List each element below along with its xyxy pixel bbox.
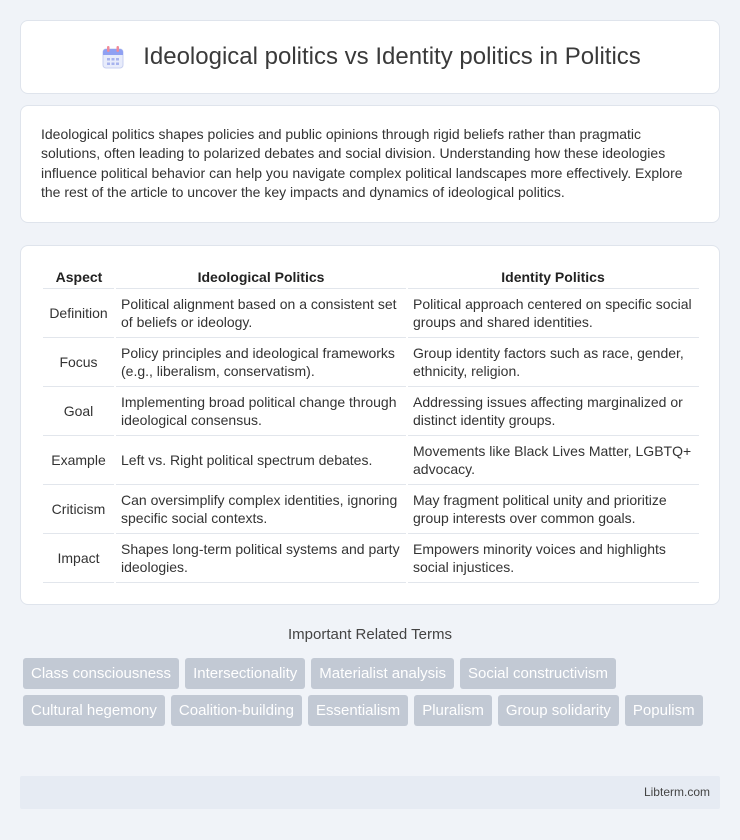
related-terms-title: Important Related Terms [288, 626, 452, 643]
row-identity: May fragment political unity and prioritize group interests over common goals. [407, 484, 699, 533]
row-ideological: Shapes long-term political systems and party ideologies. [115, 533, 407, 582]
header-identity-politics: Identity Politics [407, 266, 699, 288]
row-aspect: Focus [43, 337, 115, 386]
table-row [43, 484, 699, 533]
table-row [43, 435, 699, 484]
header-ideological-politics: Ideological Politics [115, 266, 407, 288]
related-term-tag[interactable]: Populism [625, 695, 703, 726]
row-identity: Political approach centered on specific social groups and shared identities. [407, 288, 699, 337]
related-term-tag[interactable]: Cultural hegemony [23, 695, 165, 726]
table-header-row [43, 266, 699, 288]
table-row [43, 386, 699, 435]
related-term-tag[interactable]: Social constructivism [460, 658, 616, 689]
page-title: Ideological politics vs Identity politics in Politics [143, 43, 641, 70]
row-aspect: Goal [43, 386, 115, 435]
intro-card [20, 105, 720, 223]
table-row [43, 337, 699, 386]
comparison-table-card [20, 245, 720, 605]
intro-text: Ideological politics shapes policies and public opinions through rigid beliefs rather than pragmatic solutions, often leading to polarized debates and social division. Understanding how these ideologies influence political behavior can help you navigate complex political landscapes more effectively. Explore the rest of the article to uncover the key impacts and dynamics of ideological politics. [41, 126, 683, 200]
row-aspect: Definition [43, 288, 115, 337]
row-identity: Movements like Black Lives Matter, LGBTQ+ advocacy. [407, 435, 699, 484]
row-aspect: Example [43, 435, 115, 484]
footer-site-link[interactable]: Libterm.com [643, 785, 710, 799]
row-ideological: Policy principles and ideological frameworks (e.g., liberalism, conservatism). [115, 337, 407, 386]
table-row [43, 533, 699, 582]
related-term-tag[interactable]: Essentialism [308, 695, 408, 726]
related-term-tag[interactable]: Materialist analysis [311, 658, 454, 689]
calendar-icon [99, 43, 127, 71]
related-terms-list [23, 658, 723, 732]
related-term-tag[interactable]: Intersectionality [185, 658, 305, 689]
table-row [43, 288, 699, 337]
row-ideological: Political alignment based on a consistent set of beliefs or ideology. [115, 288, 407, 337]
footer [20, 776, 720, 809]
row-identity: Addressing issues affecting marginalized or distinct identity groups. [407, 386, 699, 435]
related-term-tag[interactable]: Group solidarity [498, 695, 619, 726]
row-ideological: Implementing broad political change through ideological consensus. [115, 386, 407, 435]
row-ideological: Left vs. Right political spectrum debates. [115, 435, 407, 484]
related-term-tag[interactable]: Coalition-building [171, 695, 302, 726]
row-aspect: Criticism [43, 484, 115, 533]
comparison-table [43, 266, 699, 583]
related-term-tag[interactable]: Pluralism [414, 695, 492, 726]
row-ideological: Can oversimplify complex identities, ignoring specific social contexts. [115, 484, 407, 533]
related-term-tag[interactable]: Class consciousness [23, 658, 179, 689]
row-aspect: Impact [43, 533, 115, 582]
row-identity: Empowers minority voices and highlights social injustices. [407, 533, 699, 582]
header-aspect: Aspect [43, 266, 115, 288]
header-card [20, 20, 720, 94]
row-identity: Group identity factors such as race, gender, ethnicity, religion. [407, 337, 699, 386]
